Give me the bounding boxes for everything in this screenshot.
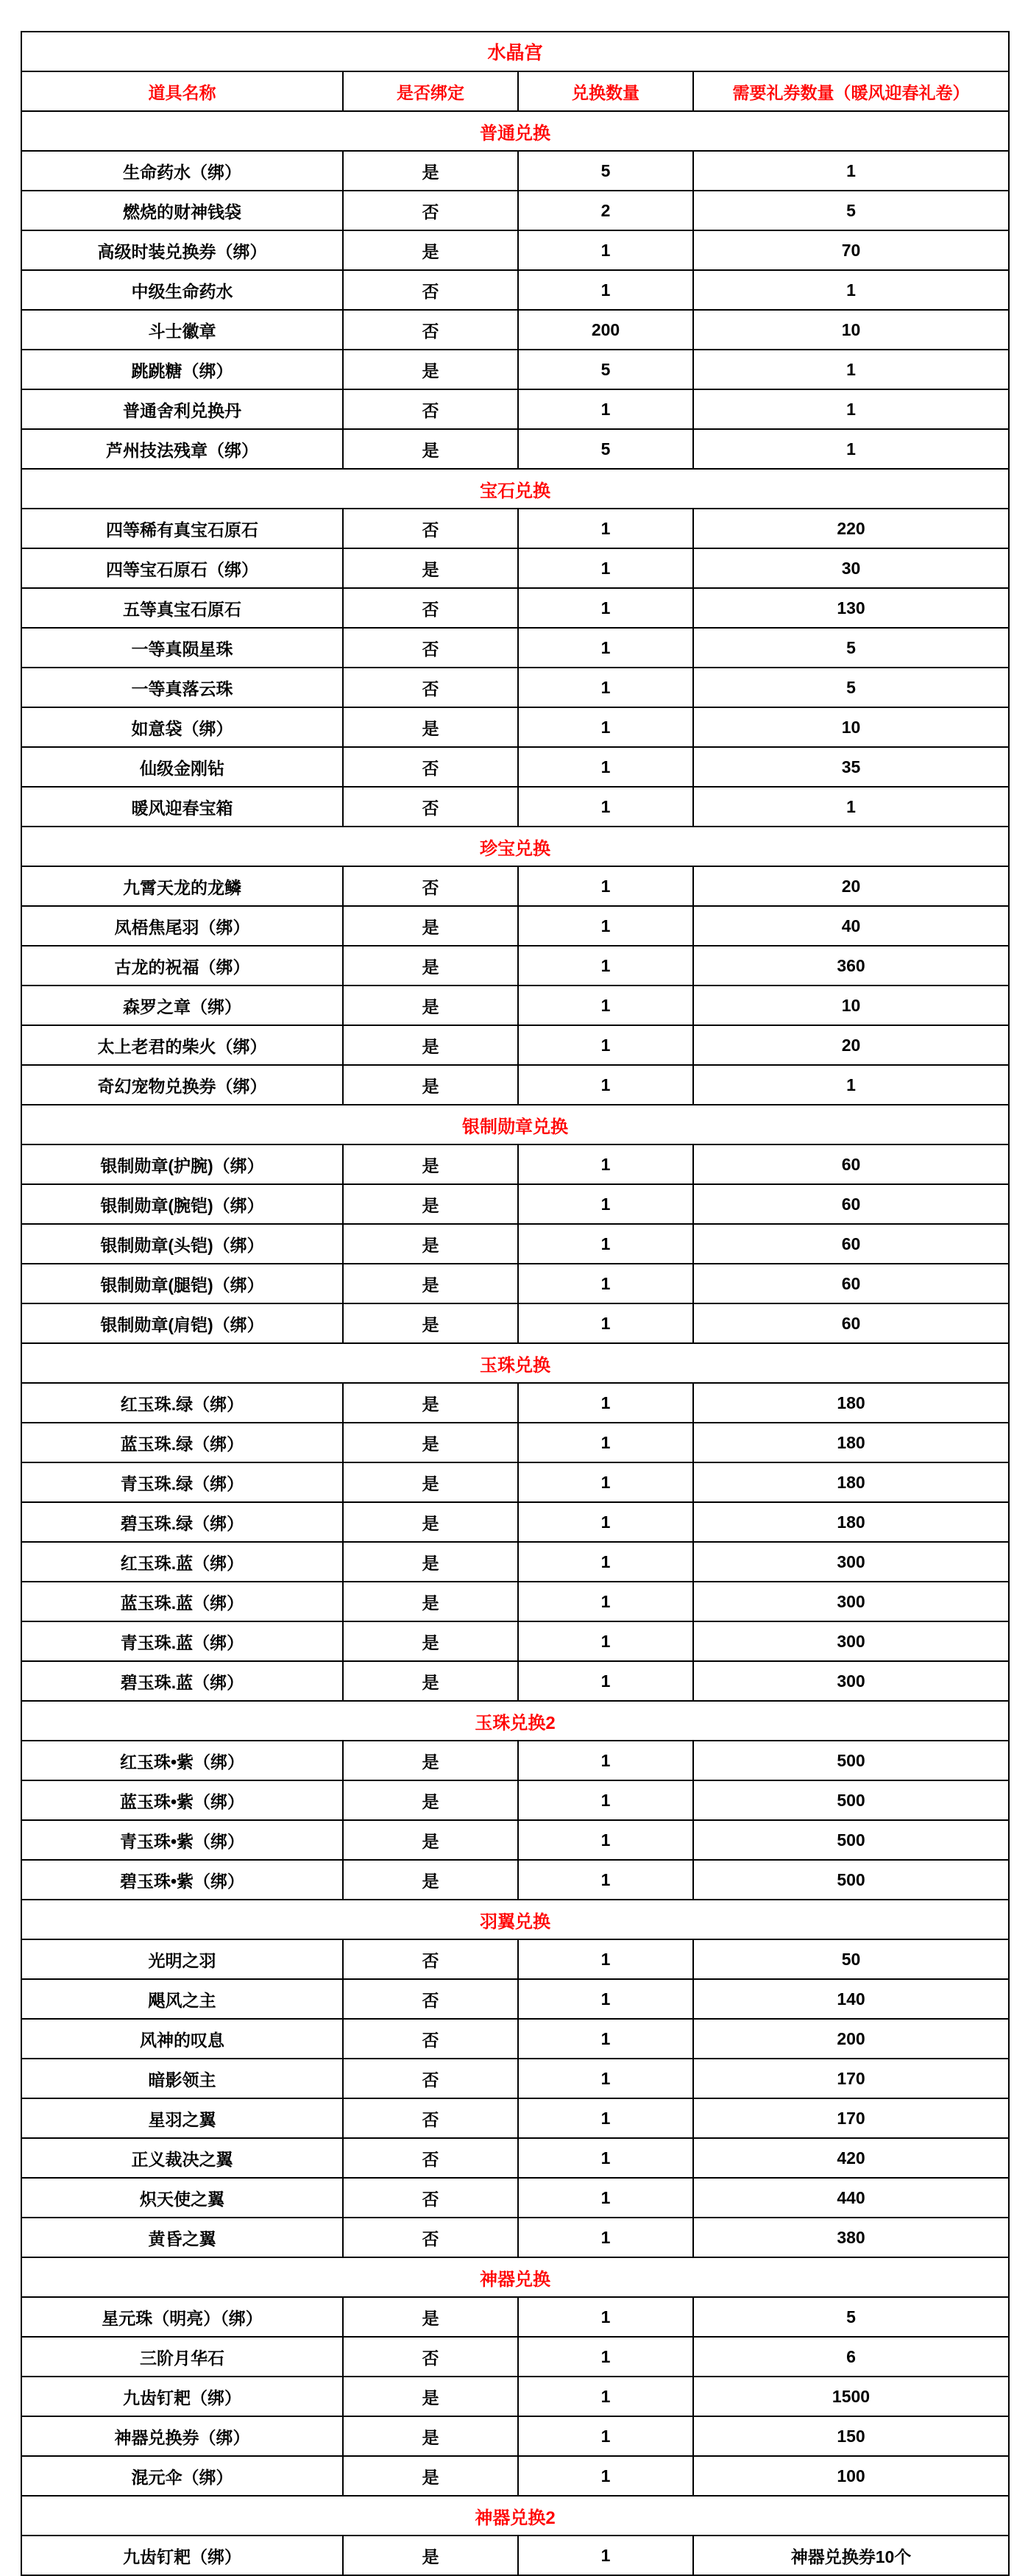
cell-quantity: 1 [518, 1502, 693, 1542]
cell-item-name: 蓝玉珠.绿（绑） [21, 1423, 343, 1462]
cell-voucher-cost: 35 [693, 747, 1009, 787]
cell-bound: 否 [343, 2138, 518, 2178]
cell-voucher-cost: 180 [693, 1502, 1009, 1542]
cell-quantity: 2 [518, 191, 693, 230]
section-row [21, 1343, 1009, 1383]
table-row [21, 2416, 1009, 2456]
cell-quantity: 1 [518, 2337, 693, 2377]
column-header-row [21, 71, 1009, 111]
cell-item-name: 红玉珠.蓝（绑） [21, 1542, 343, 1582]
cell-voucher-cost: 100 [693, 2456, 1009, 2496]
table-row [21, 350, 1009, 389]
cell-bound: 是 [343, 1741, 518, 1780]
cell-quantity: 1 [518, 2536, 693, 2575]
table-row [21, 628, 1009, 668]
cell-quantity: 1 [518, 1144, 693, 1184]
cell-voucher-cost: 1 [693, 151, 1009, 191]
table-row [21, 1661, 1009, 1701]
cell-quantity: 1 [518, 747, 693, 787]
cell-bound: 是 [343, 2377, 518, 2416]
cell-voucher-cost: 70 [693, 230, 1009, 270]
col-header-bound: 是否绑定 [343, 71, 518, 111]
table-row [21, 429, 1009, 469]
cell-bound: 是 [343, 1860, 518, 1900]
cell-quantity: 1 [518, 906, 693, 946]
table-row [21, 2178, 1009, 2218]
cell-bound: 是 [343, 1065, 518, 1105]
cell-bound: 是 [343, 2416, 518, 2456]
cell-quantity: 5 [518, 350, 693, 389]
cell-voucher-cost: 1 [693, 787, 1009, 827]
cell-voucher-cost: 300 [693, 1582, 1009, 1621]
cell-quantity: 1 [518, 1661, 693, 1701]
cell-quantity: 1 [518, 2456, 693, 2496]
cell-item-name: 中级生命药水 [21, 270, 343, 310]
cell-quantity: 1 [518, 1383, 693, 1423]
cell-quantity: 1 [518, 389, 693, 429]
cell-item-name: 炽天使之翼 [21, 2178, 343, 2218]
cell-voucher-cost: 60 [693, 1303, 1009, 1343]
cell-item-name: 九齿钉耙（绑） [21, 2536, 343, 2575]
cell-quantity: 1 [518, 1224, 693, 1264]
cell-voucher-cost: 300 [693, 1542, 1009, 1582]
cell-voucher-cost: 5 [693, 668, 1009, 707]
cell-quantity: 1 [518, 2098, 693, 2138]
cell-quantity: 1 [518, 1065, 693, 1105]
cell-bound: 是 [343, 1264, 518, 1303]
cell-item-name: 九霄天龙的龙鳞 [21, 866, 343, 906]
table-row [21, 389, 1009, 429]
table-row [21, 866, 1009, 906]
cell-quantity: 1 [518, 707, 693, 747]
cell-voucher-cost: 10 [693, 707, 1009, 747]
cell-bound: 否 [343, 310, 518, 350]
cell-voucher-cost: 200 [693, 2019, 1009, 2059]
cell-item-name: 生命药水（绑） [21, 151, 343, 191]
cell-item-name: 红玉珠.绿（绑） [21, 1383, 343, 1423]
cell-voucher-cost: 500 [693, 1820, 1009, 1860]
cell-quantity: 1 [518, 548, 693, 588]
cell-item-name: 青玉珠.绿（绑） [21, 1462, 343, 1502]
cell-bound: 是 [343, 1144, 518, 1184]
cell-quantity: 1 [518, 1780, 693, 1820]
cell-item-name: 银制勋章(肩铠)（绑） [21, 1303, 343, 1343]
cell-voucher-cost: 1 [693, 429, 1009, 469]
cell-quantity: 1 [518, 2019, 693, 2059]
cell-bound: 是 [343, 1621, 518, 1661]
cell-voucher-cost: 170 [693, 2098, 1009, 2138]
table-row [21, 1025, 1009, 1065]
cell-item-name: 星羽之翼 [21, 2098, 343, 2138]
cell-bound: 否 [343, 1939, 518, 1979]
cell-quantity: 1 [518, 509, 693, 548]
table-row [21, 548, 1009, 588]
table-row [21, 2059, 1009, 2098]
cell-voucher-cost: 60 [693, 1144, 1009, 1184]
cell-bound: 否 [343, 588, 518, 628]
cell-item-name: 银制勋章(腿铠)（绑） [21, 1264, 343, 1303]
cell-item-name: 高级时装兑换券（绑） [21, 230, 343, 270]
title-row [21, 32, 1009, 71]
cell-quantity: 1 [518, 668, 693, 707]
cell-voucher-cost: 130 [693, 588, 1009, 628]
section-header: 羽翼兑换 [21, 1900, 1009, 1939]
section-header: 珍宝兑换 [21, 827, 1009, 866]
cell-quantity: 1 [518, 1423, 693, 1462]
table-row [21, 787, 1009, 827]
cell-voucher-cost: 500 [693, 1780, 1009, 1820]
cell-item-name: 混元伞（绑） [21, 2456, 343, 2496]
table-row [21, 230, 1009, 270]
cell-item-name: 青玉珠•紫（绑） [21, 1820, 343, 1860]
table-row [21, 1423, 1009, 1462]
table-row [21, 1462, 1009, 1502]
col-header-voucher-cost: 需要礼券数量（暖风迎春礼卷） [693, 71, 1009, 111]
cell-voucher-cost: 神器兑换券10个 [693, 2536, 1009, 2575]
cell-quantity: 5 [518, 429, 693, 469]
table-title: 水晶宫 [21, 32, 1009, 71]
table-row [21, 707, 1009, 747]
cell-bound: 是 [343, 1224, 518, 1264]
section-row [21, 2257, 1009, 2297]
cell-quantity: 1 [518, 1621, 693, 1661]
cell-item-name: 仙级金刚钻 [21, 747, 343, 787]
cell-quantity: 1 [518, 1820, 693, 1860]
table-row [21, 2098, 1009, 2138]
cell-voucher-cost: 30 [693, 548, 1009, 588]
cell-bound: 是 [343, 1780, 518, 1820]
cell-bound: 是 [343, 906, 518, 946]
table-row [21, 1224, 1009, 1264]
cell-bound: 否 [343, 747, 518, 787]
table-row [21, 1303, 1009, 1343]
cell-voucher-cost: 380 [693, 2218, 1009, 2257]
table-row [21, 946, 1009, 986]
cell-item-name: 光明之羽 [21, 1939, 343, 1979]
cell-quantity: 1 [518, 270, 693, 310]
cell-voucher-cost: 300 [693, 1621, 1009, 1661]
cell-bound: 否 [343, 509, 518, 548]
cell-bound: 否 [343, 628, 518, 668]
cell-quantity: 1 [518, 1582, 693, 1621]
cell-bound: 是 [343, 1661, 518, 1701]
cell-item-name: 五等真宝石原石 [21, 588, 343, 628]
table-body [21, 111, 1009, 2575]
table-row [21, 191, 1009, 230]
cell-voucher-cost: 140 [693, 1979, 1009, 2019]
cell-bound: 否 [343, 2019, 518, 2059]
cell-quantity: 1 [518, 2218, 693, 2257]
cell-item-name: 银制勋章(护腕)（绑） [21, 1144, 343, 1184]
section-row [21, 1105, 1009, 1144]
cell-bound: 是 [343, 1582, 518, 1621]
section-header: 神器兑换2 [21, 2496, 1009, 2536]
cell-voucher-cost: 1500 [693, 2377, 1009, 2416]
cell-voucher-cost: 1 [693, 1065, 1009, 1105]
cell-bound: 是 [343, 707, 518, 747]
table-row [21, 1979, 1009, 2019]
cell-voucher-cost: 180 [693, 1423, 1009, 1462]
cell-quantity: 1 [518, 230, 693, 270]
cell-bound: 是 [343, 1383, 518, 1423]
cell-item-name: 碧玉珠.绿（绑） [21, 1502, 343, 1542]
cell-quantity: 1 [518, 2059, 693, 2098]
cell-quantity: 1 [518, 1184, 693, 1224]
section-row [21, 2496, 1009, 2536]
cell-voucher-cost: 180 [693, 1462, 1009, 1502]
table-row [21, 1582, 1009, 1621]
cell-bound: 否 [343, 787, 518, 827]
cell-bound: 是 [343, 1820, 518, 1860]
section-header: 银制勋章兑换 [21, 1105, 1009, 1144]
cell-voucher-cost: 10 [693, 310, 1009, 350]
cell-quantity: 1 [518, 1542, 693, 1582]
cell-item-name: 青玉珠.蓝（绑） [21, 1621, 343, 1661]
table-row [21, 1542, 1009, 1582]
table-row [21, 1184, 1009, 1224]
cell-quantity: 1 [518, 1939, 693, 1979]
cell-bound: 是 [343, 986, 518, 1025]
section-row [21, 469, 1009, 509]
cell-item-name: 如意袋（绑） [21, 707, 343, 747]
table-row [21, 1264, 1009, 1303]
cell-quantity: 1 [518, 787, 693, 827]
table-row [21, 906, 1009, 946]
cell-quantity: 1 [518, 2416, 693, 2456]
cell-quantity: 1 [518, 2178, 693, 2218]
section-row [21, 111, 1009, 151]
cell-item-name: 蓝玉珠.蓝（绑） [21, 1582, 343, 1621]
section-row [21, 1900, 1009, 1939]
cell-quantity: 1 [518, 1741, 693, 1780]
cell-item-name: 一等真陨星珠 [21, 628, 343, 668]
cell-voucher-cost: 10 [693, 986, 1009, 1025]
cell-item-name: 燃烧的财神钱袋 [21, 191, 343, 230]
cell-voucher-cost: 20 [693, 1025, 1009, 1065]
cell-bound: 是 [343, 548, 518, 588]
table-row [21, 509, 1009, 548]
cell-bound: 否 [343, 1979, 518, 2019]
cell-quantity: 1 [518, 2138, 693, 2178]
cell-quantity: 1 [518, 986, 693, 1025]
cell-item-name: 正义裁决之翼 [21, 2138, 343, 2178]
cell-quantity: 5 [518, 151, 693, 191]
cell-quantity: 1 [518, 1462, 693, 1502]
cell-item-name: 四等宝石原石（绑） [21, 548, 343, 588]
cell-quantity: 1 [518, 1979, 693, 2019]
cell-item-name: 斗士徽章 [21, 310, 343, 350]
cell-voucher-cost: 60 [693, 1184, 1009, 1224]
table-row [21, 588, 1009, 628]
cell-bound: 否 [343, 2337, 518, 2377]
table-row [21, 2019, 1009, 2059]
cell-voucher-cost: 20 [693, 866, 1009, 906]
table-row [21, 310, 1009, 350]
cell-quantity: 1 [518, 1303, 693, 1343]
cell-item-name: 暗影领主 [21, 2059, 343, 2098]
cell-bound: 是 [343, 1462, 518, 1502]
cell-voucher-cost: 40 [693, 906, 1009, 946]
table-row [21, 2218, 1009, 2257]
cell-voucher-cost: 500 [693, 1860, 1009, 1900]
cell-item-name: 飓风之主 [21, 1979, 343, 2019]
cell-quantity: 1 [518, 1860, 693, 1900]
cell-item-name: 跳跳糖（绑） [21, 350, 343, 389]
table-row [21, 2536, 1009, 2575]
cell-quantity: 1 [518, 588, 693, 628]
cell-bound: 否 [343, 668, 518, 707]
table-row [21, 1939, 1009, 1979]
cell-item-name: 红玉珠•紫（绑） [21, 1741, 343, 1780]
cell-bound: 是 [343, 946, 518, 986]
table-row [21, 1144, 1009, 1184]
cell-voucher-cost: 6 [693, 2337, 1009, 2377]
cell-quantity: 1 [518, 866, 693, 906]
table-row [21, 151, 1009, 191]
col-header-quantity: 兑换数量 [518, 71, 693, 111]
cell-voucher-cost: 5 [693, 2297, 1009, 2337]
cell-item-name: 四等稀有真宝石原石 [21, 509, 343, 548]
table-row [21, 1820, 1009, 1860]
cell-item-name: 风神的叹息 [21, 2019, 343, 2059]
cell-voucher-cost: 220 [693, 509, 1009, 548]
cell-bound: 是 [343, 151, 518, 191]
cell-voucher-cost: 50 [693, 1939, 1009, 1979]
cell-bound: 否 [343, 191, 518, 230]
section-header: 普通兑换 [21, 111, 1009, 151]
cell-voucher-cost: 420 [693, 2138, 1009, 2178]
cell-quantity: 1 [518, 1264, 693, 1303]
table-row [21, 270, 1009, 310]
cell-voucher-cost: 150 [693, 2416, 1009, 2456]
section-header: 玉珠兑换 [21, 1343, 1009, 1383]
cell-voucher-cost: 1 [693, 389, 1009, 429]
cell-item-name: 星元珠（明亮）（绑） [21, 2297, 343, 2337]
cell-bound: 是 [343, 230, 518, 270]
cell-item-name: 碧玉珠•紫（绑） [21, 1860, 343, 1900]
cell-voucher-cost: 1 [693, 350, 1009, 389]
table-row [21, 1502, 1009, 1542]
cell-item-name: 一等真落云珠 [21, 668, 343, 707]
cell-quantity: 1 [518, 946, 693, 986]
cell-bound: 是 [343, 1303, 518, 1343]
table-row [21, 1780, 1009, 1820]
cell-voucher-cost: 360 [693, 946, 1009, 986]
cell-quantity: 1 [518, 2297, 693, 2337]
cell-bound: 是 [343, 429, 518, 469]
cell-voucher-cost: 180 [693, 1383, 1009, 1423]
cell-bound: 是 [343, 1542, 518, 1582]
cell-item-name: 黄昏之翼 [21, 2218, 343, 2257]
table-row [21, 986, 1009, 1025]
section-row [21, 1701, 1009, 1741]
table-row [21, 1621, 1009, 1661]
section-header: 宝石兑换 [21, 469, 1009, 509]
cell-voucher-cost: 300 [693, 1661, 1009, 1701]
cell-voucher-cost: 440 [693, 2178, 1009, 2218]
cell-item-name: 古龙的祝福（绑） [21, 946, 343, 986]
cell-quantity: 200 [518, 310, 693, 350]
cell-voucher-cost: 500 [693, 1741, 1009, 1780]
cell-item-name: 普通舍利兑换丹 [21, 389, 343, 429]
cell-bound: 是 [343, 350, 518, 389]
cell-voucher-cost: 60 [693, 1224, 1009, 1264]
cell-item-name: 暖风迎春宝箱 [21, 787, 343, 827]
cell-bound: 否 [343, 270, 518, 310]
cell-bound: 是 [343, 2297, 518, 2337]
cell-item-name: 神器兑换券（绑） [21, 2416, 343, 2456]
cell-bound: 否 [343, 2059, 518, 2098]
cell-quantity: 1 [518, 628, 693, 668]
cell-item-name: 蓝玉珠•紫（绑） [21, 1780, 343, 1820]
cell-bound: 否 [343, 866, 518, 906]
cell-quantity: 1 [518, 1025, 693, 1065]
cell-item-name: 芦州技法残章（绑） [21, 429, 343, 469]
cell-voucher-cost: 5 [693, 191, 1009, 230]
table-row [21, 2337, 1009, 2377]
cell-item-name: 银制勋章(头铠)（绑） [21, 1224, 343, 1264]
table-row [21, 1065, 1009, 1105]
cell-bound: 是 [343, 1502, 518, 1542]
section-header: 神器兑换 [21, 2257, 1009, 2297]
table-row [21, 2138, 1009, 2178]
cell-item-name: 凤梧焦尾羽（绑） [21, 906, 343, 946]
cell-item-name: 三阶月华石 [21, 2337, 343, 2377]
cell-quantity: 1 [518, 2377, 693, 2416]
table-row [21, 1383, 1009, 1423]
section-header: 玉珠兑换2 [21, 1701, 1009, 1741]
table-row [21, 2377, 1009, 2416]
cell-item-name: 银制勋章(腕铠)（绑） [21, 1184, 343, 1224]
col-header-item-name: 道具名称 [21, 71, 343, 111]
table-row [21, 668, 1009, 707]
cell-item-name: 太上老君的柴火（绑） [21, 1025, 343, 1065]
cell-bound: 否 [343, 2218, 518, 2257]
cell-item-name: 碧玉珠.蓝（绑） [21, 1661, 343, 1701]
table-row [21, 1741, 1009, 1780]
cell-item-name: 九齿钉耙（绑） [21, 2377, 343, 2416]
cell-voucher-cost: 1 [693, 270, 1009, 310]
cell-bound: 是 [343, 1025, 518, 1065]
cell-bound: 否 [343, 389, 518, 429]
table-row [21, 2297, 1009, 2337]
cell-bound: 否 [343, 2178, 518, 2218]
cell-bound: 是 [343, 2536, 518, 2575]
cell-voucher-cost: 60 [693, 1264, 1009, 1303]
cell-item-name: 森罗之章（绑） [21, 986, 343, 1025]
table-row [21, 1860, 1009, 1900]
cell-item-name: 奇幻宠物兑换券（绑） [21, 1065, 343, 1105]
table-row [21, 2456, 1009, 2496]
cell-voucher-cost: 5 [693, 628, 1009, 668]
cell-bound: 是 [343, 2456, 518, 2496]
section-row [21, 827, 1009, 866]
cell-bound: 否 [343, 2098, 518, 2138]
cell-bound: 是 [343, 1423, 518, 1462]
cell-voucher-cost: 170 [693, 2059, 1009, 2098]
cell-bound: 是 [343, 1184, 518, 1224]
exchange-table [21, 31, 1010, 2576]
table-row [21, 747, 1009, 787]
